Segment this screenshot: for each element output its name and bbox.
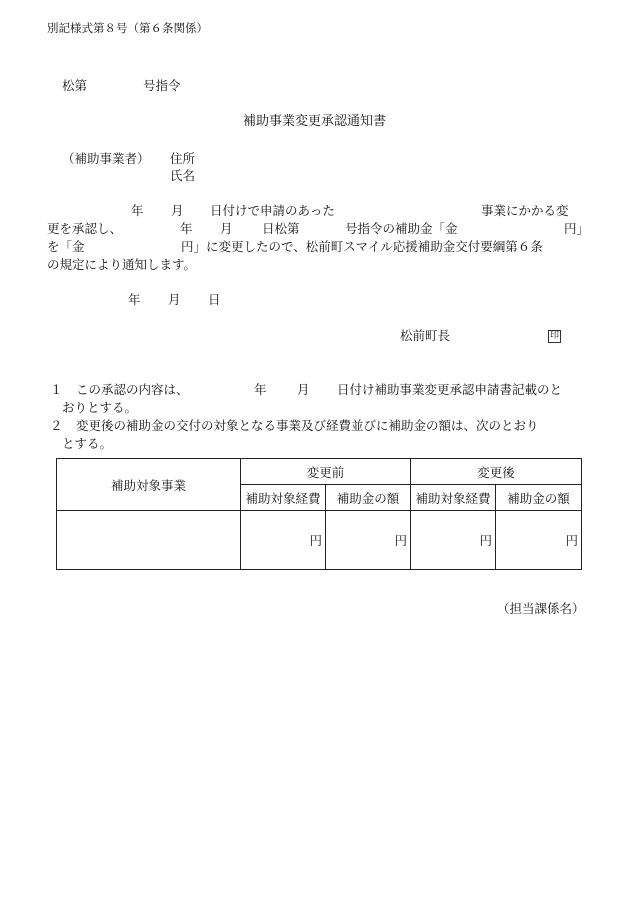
address-label: 住所 [170, 151, 196, 166]
before-cost-header: 補助対象経費 [241, 485, 326, 511]
date-year: 年 [128, 292, 141, 307]
body-line2-text-c: 号指令の補助金「金 [345, 221, 458, 236]
body-line3-text-b: 円」に変更したので、松前町スマイル応援補助金交付要綱第６条 [181, 239, 543, 254]
body-line1-month: 月 [171, 203, 184, 218]
seal-mark: 印 [549, 331, 559, 341]
before-cost-cell: 円 [241, 511, 326, 570]
body-line2-month: 月 [220, 221, 233, 236]
recipient-label: （補助事業者） [62, 151, 150, 166]
before-amount-header: 補助金の額 [326, 485, 411, 511]
after-amount-cell: 円 [496, 511, 582, 570]
note-2-continuation: とする。 [62, 436, 113, 451]
body-line1-text-a: 日付けで申請のあった [210, 203, 335, 218]
before-amount-cell: 円 [326, 511, 411, 570]
date-month: 月 [168, 292, 181, 307]
issue-number-prefix: 松第 [62, 78, 88, 93]
subject-cell [57, 511, 241, 570]
note-1-text-b: 日付け補助事業変更承認申請書記載のと [337, 382, 563, 397]
after-header: 変更後 [411, 459, 582, 485]
note-1-year: 年 [254, 382, 267, 397]
contact-department: （担当課係名） [497, 601, 585, 616]
note-1-month: 月 [297, 382, 310, 397]
body-line2-text-a: 更を承認し、 [47, 221, 123, 236]
body-line2-year: 年 [180, 221, 193, 236]
after-cost-cell: 円 [411, 511, 496, 570]
form-number: 別記様式第８号（第６条関係） [47, 21, 208, 35]
signer-title: 松前町長 [400, 328, 451, 343]
issue-number-suffix: 号指令 [143, 78, 181, 93]
name-label: 氏名 [170, 168, 196, 183]
before-header: 変更前 [241, 459, 411, 485]
grant-change-table [56, 458, 582, 570]
body-line1-text-b: 事業にかかる変 [481, 203, 569, 218]
after-amount-header: 補助金の額 [496, 485, 582, 511]
date-day: 日 [208, 292, 221, 307]
document-title: 補助事業変更承認通知書 [243, 114, 387, 129]
note-2-text: 変更後の補助金の交付の対象となる事業及び経費並びに補助金の額は、次のとおり [76, 418, 539, 433]
note-1-continuation: おりとする。 [62, 400, 138, 415]
body-line2-text-b: 日松第 [262, 221, 300, 236]
body-line3-text-a: を「金 [47, 239, 85, 254]
body-line1-year: 年 [131, 203, 144, 218]
note-1-number: １ [50, 382, 63, 397]
body-line2-yen: 円」 [564, 221, 590, 236]
body-line4: の規定により通知します。 [47, 257, 197, 272]
note-2-number: ２ [50, 418, 63, 433]
note-1-text-a: この承認の内容は、 [76, 382, 189, 397]
subject-header: 補助対象事業 [57, 459, 241, 511]
after-cost-header: 補助対象経費 [411, 485, 496, 511]
